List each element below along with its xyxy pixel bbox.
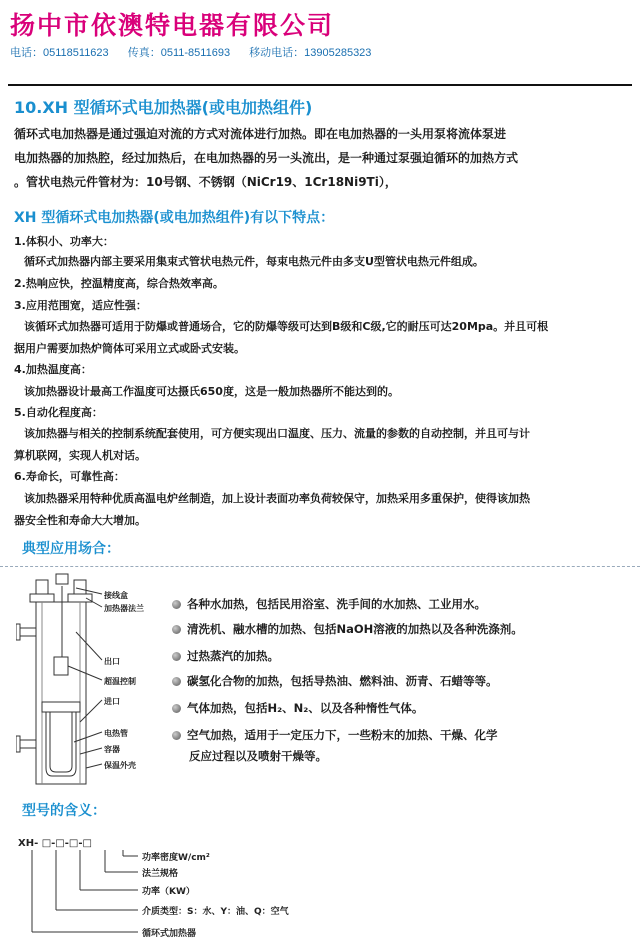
diagram-label: 容器 <box>104 745 120 754</box>
list-item: 过热蒸汽的加热。 <box>172 648 279 664</box>
diagram-label: 保温外壳 <box>104 761 136 770</box>
contact-info <box>10 44 387 60</box>
company-name: 扬中市依澳特电器有限公司 <box>10 11 335 40</box>
model-diagram <box>18 838 418 946</box>
intro-line: 循环式电加热器是通过强迫对流的方式对流体进行加热。即在电加热器的一头用泵将流体泵进 <box>14 127 507 141</box>
model-label: 功率密度W/cm² <box>142 853 210 863</box>
bullet-icon <box>172 652 181 661</box>
bullet-icon <box>172 704 181 713</box>
model-leader-lines <box>18 838 418 946</box>
mobile-text: 移动电话：13905285323 <box>249 47 372 59</box>
model-title: 型号的含义： <box>22 803 106 819</box>
intro-line: 。管状电热元件管材为：10号钢、不锈钢（NiCr19、1Cr18Ni9Ti）， <box>14 175 397 189</box>
diagram-label: 出口 <box>104 657 120 666</box>
feature-body: 器安全性和寿命大大增加。 <box>14 514 146 527</box>
dashed-divider <box>0 566 640 567</box>
model-label: 法兰规格 <box>142 869 179 879</box>
bullet-icon <box>172 625 181 634</box>
model-label: 循环式加热器 <box>142 929 197 939</box>
feature-head: 4.加热温度高： <box>14 363 92 376</box>
feature-body: 该加热器设计最高工作温度可达摄氏650度，这是一般加热器所不能达到的。 <box>24 385 399 398</box>
section-title: 10.XH 型循环式电加热器(或电加热组件) <box>14 98 313 117</box>
intro-line: 电加热器的加热腔，经过加热后，在电加热器的另一头流出，是一种通过泵强迫循环的加热方式 <box>14 151 519 165</box>
list-item: 气体加热，包括H₂、N₂、以及各种惰性气体。 <box>172 700 423 716</box>
list-item: 碳氢化合物的加热，包括导热油、燃料油、沥青、石蜡等等。 <box>172 673 498 689</box>
list-item: 各种水加热，包括民用浴室、洗手间的水加热、工业用水。 <box>172 596 486 612</box>
bullet-icon <box>172 600 181 609</box>
list-item: 清洗机、融水槽的加热、包括NaOH溶液的加热以及各种洗涤剂。 <box>172 621 523 637</box>
feature-body: 据用户需要加热炉筒体可采用立式或卧式安装。 <box>14 342 245 355</box>
header-divider <box>8 84 632 86</box>
model-label: 介质类型：S：水、Y：油、Q：空气 <box>142 907 289 917</box>
heater-diagram <box>16 572 166 792</box>
list-item-continuation: 反应过程以及喷射干燥等。 <box>189 749 327 763</box>
bullet-icon <box>172 677 181 686</box>
feature-body: 该加热器与相关的控制系统配套使用，可方便实现出口温度、压力、流量的参数的自动控制，并且可与计 <box>24 427 530 440</box>
features-title: XH 型循环式电加热器(或电加热组件)有以下特点： <box>14 210 335 226</box>
bullet-icon <box>172 731 181 740</box>
diagram-label: 加热器法兰 <box>104 604 144 613</box>
model-label: 功率（KW） <box>142 887 195 897</box>
diagram-label: 电热管 <box>104 729 128 738</box>
feature-head: 1.体积小、功率大： <box>14 235 114 248</box>
feature-body: 循环式加热器内部主要采用集束式管状电热元件，每束电热元件由多支U型管状电热元件组成。 <box>24 255 484 268</box>
list-item: 空气加热，适用于一定压力下，一些粉末的加热、干燥、化学 <box>172 727 498 743</box>
model-code: XH- □-□-□-□ <box>18 838 92 849</box>
feature-head: 3.应用范围宽，适应性强： <box>14 299 147 312</box>
phone-text: 电话：05118511623 <box>10 47 109 59</box>
feature-body: 该加热器采用特种优质高温电炉丝制造，加上设计表面功率负荷较保守，加热采用多重保护，使得该加热 <box>24 492 530 505</box>
diagram-label: 进口 <box>104 697 120 706</box>
fax-text: 传真：0511-8511693 <box>127 47 231 59</box>
feature-head: 5.自动化程度高： <box>14 406 103 419</box>
feature-body: 该循环式加热器可适用于防爆或普通场合，它的防爆等级可达到B级和C级,它的耐压可达20Mpa。并且可根 <box>24 320 549 333</box>
feature-body: 算机联网，实现人机对话。 <box>14 449 146 462</box>
diagram-label: 接线盒 <box>104 591 128 600</box>
feature-head: 6.寿命长，可靠性高： <box>14 470 125 483</box>
applications-title: 典型应用场合： <box>22 541 120 557</box>
feature-head: 2.热响应快，控温精度高，综合热效率高。 <box>14 277 224 290</box>
diagram-label: 超温控制 <box>104 677 136 686</box>
